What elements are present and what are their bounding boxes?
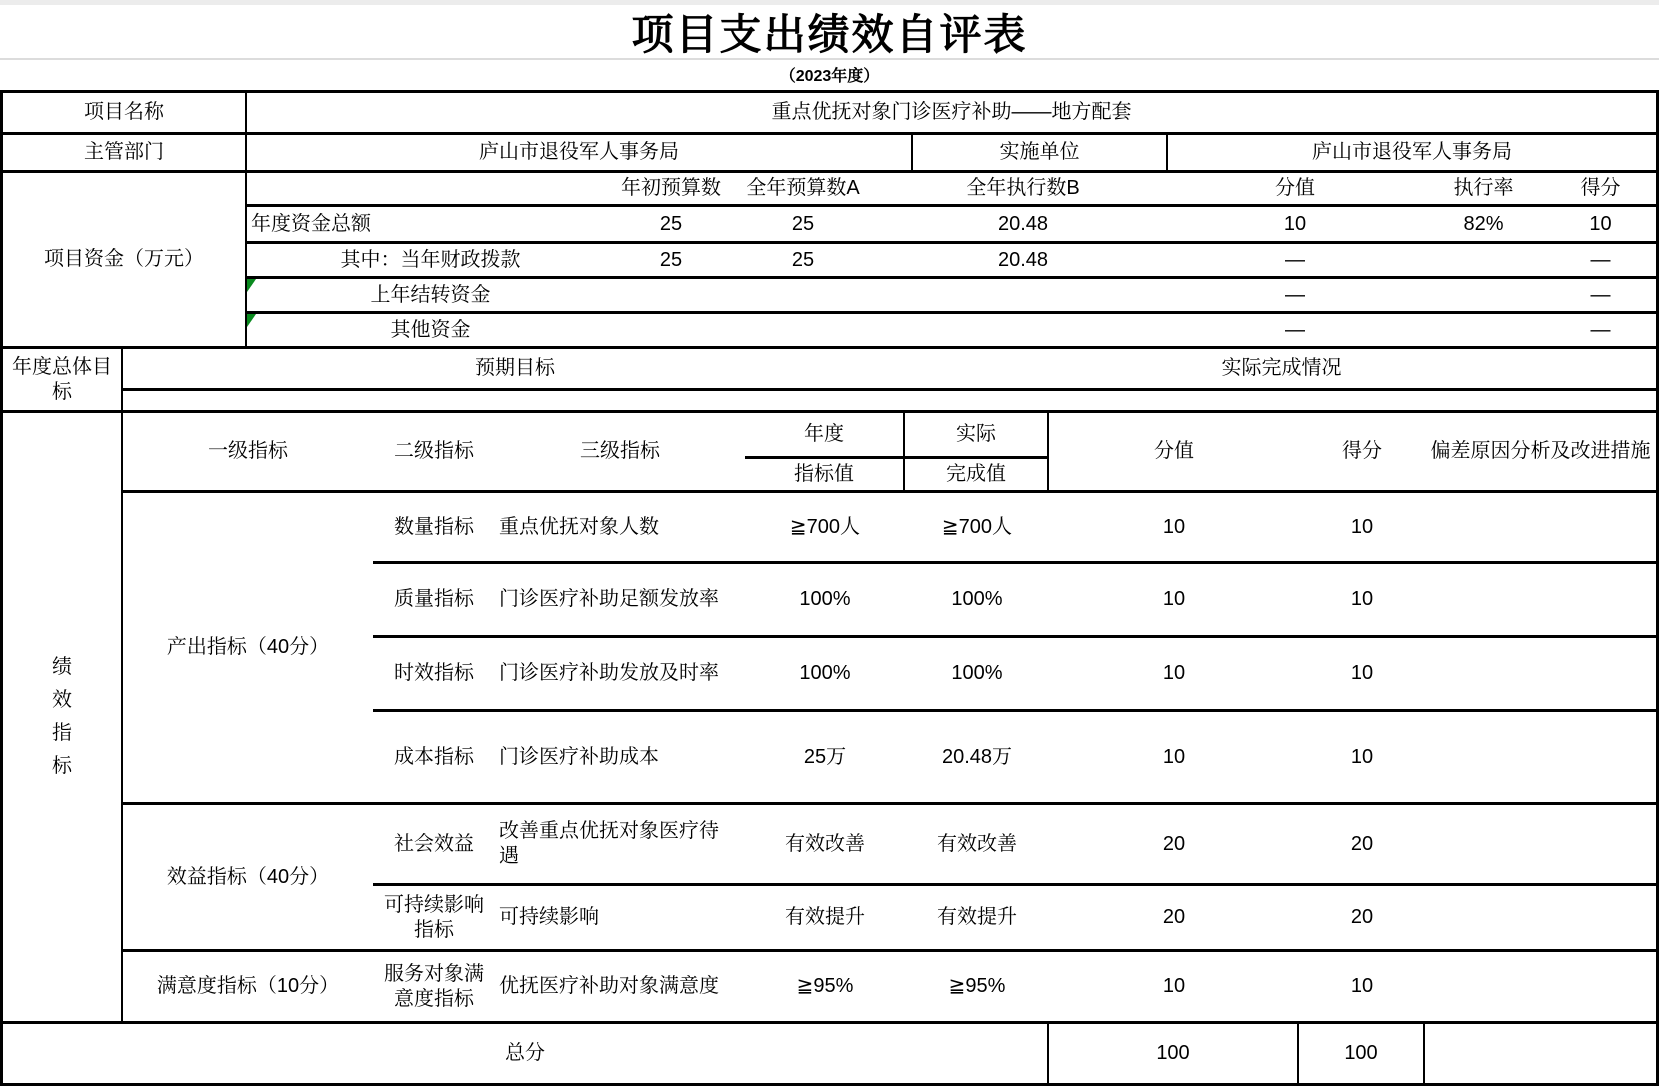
cell-points[interactable]: 10 bbox=[1162, 745, 1186, 768]
cell-actual[interactable]: 20.48万 bbox=[941, 745, 1013, 768]
evaluation-table bbox=[0, 90, 1659, 1086]
funds-header-points: 分值 bbox=[1275, 177, 1315, 199]
group-label: 效益指标（40分） bbox=[166, 865, 330, 888]
total-deviation[interactable] bbox=[1425, 1024, 1656, 1083]
goal-header-row bbox=[123, 349, 1656, 391]
funds-row-carryover bbox=[247, 279, 1656, 314]
indicator-row bbox=[373, 638, 1656, 712]
annual-goal-label: 年度总体目标 bbox=[3, 349, 123, 410]
project-name-value[interactable]: 重点优抚对象门诊医疗补助——地方配套 bbox=[771, 101, 1132, 123]
cell-actual[interactable]: 100% bbox=[951, 662, 1003, 684]
cell-executed[interactable]: 20.48 bbox=[997, 248, 1049, 271]
cell-annual[interactable]: 25 bbox=[791, 248, 815, 271]
cell-points[interactable]: — bbox=[1285, 318, 1305, 341]
cell-target[interactable]: 100% bbox=[799, 662, 851, 684]
cell-actual[interactable]: 有效改善 bbox=[937, 832, 1017, 855]
cell-level3[interactable]: 重点优抚对象人数 bbox=[499, 515, 659, 538]
header-annual-bottom: 指标值 bbox=[794, 463, 854, 485]
actual-completion-label: 实际完成情况 bbox=[1221, 357, 1342, 379]
header-level3: 三级指标 bbox=[580, 440, 660, 462]
cell-level3[interactable]: 改善重点优抚对象医疗待遇 bbox=[499, 820, 719, 867]
indicator-row bbox=[373, 564, 1656, 638]
funds-header-initial: 年初预算数 bbox=[621, 177, 721, 199]
funds-header-executed: 全年执行数B bbox=[966, 177, 1080, 199]
cell-executed[interactable] bbox=[878, 314, 1168, 346]
cell-level2[interactable]: 成本指标 bbox=[394, 745, 474, 768]
cell-score[interactable]: 10 bbox=[1589, 212, 1612, 235]
cell-level2[interactable]: 社会效益 bbox=[394, 832, 474, 855]
cell-level2[interactable]: 质量指标 bbox=[394, 588, 474, 610]
header-actual-bottom: 完成值 bbox=[946, 463, 1006, 485]
cell-points[interactable]: 10 bbox=[1162, 975, 1186, 997]
cell-score[interactable]: 10 bbox=[1350, 662, 1374, 684]
cell-score[interactable]: 10 bbox=[1350, 515, 1374, 538]
error-marker-icon bbox=[247, 279, 256, 292]
cell-rate[interactable] bbox=[1422, 314, 1545, 346]
cell-points[interactable]: 10 bbox=[1162, 588, 1186, 610]
cell-points[interactable]: — bbox=[1285, 248, 1305, 271]
group-satisfaction bbox=[123, 952, 1656, 1021]
dept-value[interactable]: 庐山市退役军人事务局 bbox=[247, 135, 913, 170]
performance-section-label: 绩效指标 bbox=[3, 413, 123, 1021]
cell-actual[interactable]: 100% bbox=[951, 588, 1003, 610]
cell-annual[interactable]: 25 bbox=[791, 212, 815, 235]
cell-executed[interactable] bbox=[878, 279, 1168, 311]
title-row bbox=[0, 5, 1659, 60]
performance-section bbox=[3, 413, 1656, 1024]
cell-level3[interactable]: 可持续影响 bbox=[499, 906, 599, 928]
header-level2: 二级指标 bbox=[394, 440, 474, 462]
cell-initial[interactable] bbox=[614, 279, 728, 311]
funds-row-label[interactable]: 其中：当年财政拨款 bbox=[340, 248, 521, 271]
funds-section-label: 项目资金（万元） bbox=[3, 173, 247, 346]
cell-initial[interactable]: 25 bbox=[659, 212, 683, 235]
cell-level2[interactable]: 可持续影响指标 bbox=[384, 893, 484, 941]
funds-row-label[interactable]: 其他资金 bbox=[247, 314, 614, 346]
header-points: 分值 bbox=[1154, 440, 1194, 462]
cell-initial[interactable] bbox=[614, 314, 728, 346]
group-label: 产出指标（40分） bbox=[166, 636, 330, 658]
cell-rate[interactable] bbox=[1422, 244, 1545, 276]
cell-points[interactable]: 20 bbox=[1162, 906, 1186, 928]
header-annual-top: 年度 bbox=[804, 423, 844, 445]
indicator-row bbox=[373, 493, 1656, 564]
cell-target[interactable]: 有效改善 bbox=[785, 832, 865, 855]
cell-annual[interactable] bbox=[728, 279, 878, 311]
funds-row-label[interactable]: 上年结转资金 bbox=[247, 279, 614, 311]
project-name-label: 项目名称 bbox=[3, 93, 247, 132]
cell-target[interactable]: 100% bbox=[799, 588, 851, 610]
funds-row-other bbox=[247, 314, 1656, 346]
funds-row-label[interactable]: 年度资金总额 bbox=[251, 212, 371, 235]
cell-score[interactable]: 20 bbox=[1350, 906, 1374, 928]
cell-level2[interactable]: 时效指标 bbox=[394, 662, 474, 684]
banner bbox=[0, 0, 1659, 90]
cell-score[interactable]: 20 bbox=[1350, 832, 1374, 855]
cell-score[interactable]: 10 bbox=[1350, 745, 1374, 768]
performance-grid bbox=[123, 413, 1656, 1021]
department-row bbox=[3, 135, 1656, 173]
cell-deviation[interactable] bbox=[1425, 805, 1656, 883]
cell-score[interactable]: — bbox=[1590, 283, 1611, 306]
cell-executed[interactable]: 20.48 bbox=[997, 212, 1049, 235]
error-marker-icon bbox=[247, 314, 256, 327]
indicator-row bbox=[373, 712, 1656, 802]
cell-rate[interactable] bbox=[1422, 279, 1545, 311]
cell-level3[interactable]: 门诊医疗补助足额发放率 bbox=[499, 588, 719, 610]
cell-target[interactable]: 25万 bbox=[803, 745, 847, 768]
cell-points[interactable]: 10 bbox=[1162, 515, 1186, 538]
funds-header-empty bbox=[247, 173, 614, 204]
project-name-row bbox=[3, 93, 1656, 135]
cell-annual[interactable] bbox=[728, 314, 878, 346]
cell-score[interactable]: 10 bbox=[1350, 588, 1374, 610]
funds-header-rate: 执行率 bbox=[1453, 177, 1514, 199]
cell-points[interactable]: 10 bbox=[1162, 662, 1186, 684]
cell-deviation[interactable] bbox=[1425, 712, 1656, 802]
cell-level3[interactable]: 门诊医疗补助发放及时率 bbox=[499, 662, 719, 684]
cell-points[interactable]: 10 bbox=[1283, 212, 1307, 235]
cell-deviation[interactable] bbox=[1425, 564, 1656, 635]
goal-content-row bbox=[123, 391, 1656, 410]
cell-target[interactable]: ≧95% bbox=[796, 975, 854, 997]
funds-header-score: 得分 bbox=[1580, 177, 1621, 199]
cell-level3[interactable]: 门诊医疗补助成本 bbox=[499, 745, 659, 768]
cell-score[interactable]: 10 bbox=[1350, 975, 1374, 997]
expected-goal-value[interactable] bbox=[123, 391, 907, 410]
cell-target[interactable]: ≧700人 bbox=[789, 515, 861, 538]
group-output bbox=[123, 493, 1656, 805]
funds-header-annual: 全年预算数A bbox=[746, 177, 860, 199]
header-actual-value bbox=[905, 413, 1049, 490]
funds-header-row bbox=[247, 173, 1656, 207]
cell-rate[interactable]: 82% bbox=[1463, 212, 1504, 235]
funds-section bbox=[3, 173, 1656, 349]
funds-row-fiscal bbox=[247, 244, 1656, 279]
header-score: 得分 bbox=[1342, 440, 1382, 462]
header-annual-target bbox=[745, 413, 905, 490]
group-benefit bbox=[123, 805, 1656, 952]
cell-actual[interactable]: ≧700人 bbox=[941, 515, 1013, 538]
indicator-row bbox=[373, 886, 1656, 949]
total-score[interactable]: 100 bbox=[1299, 1024, 1425, 1083]
dept-label: 主管部门 bbox=[3, 135, 247, 170]
expected-goal-label: 预期目标 bbox=[475, 357, 555, 379]
cell-points[interactable]: 20 bbox=[1162, 832, 1186, 855]
annual-goal-section bbox=[3, 349, 1656, 413]
annual-goal-grid bbox=[123, 349, 1656, 410]
total-points[interactable]: 100 bbox=[1049, 1024, 1299, 1083]
total-label: 总分 bbox=[3, 1024, 1049, 1083]
group-label: 满意度指标（10分） bbox=[156, 975, 340, 997]
total-row bbox=[3, 1024, 1656, 1083]
indicator-row bbox=[373, 805, 1656, 886]
cell-deviation[interactable] bbox=[1425, 638, 1656, 709]
performance-header-row bbox=[123, 413, 1656, 493]
cell-deviation[interactable] bbox=[1425, 952, 1656, 1021]
cell-level2[interactable]: 服务对象满意度指标 bbox=[384, 962, 484, 1010]
header-actual-top: 实际 bbox=[956, 423, 996, 445]
impl-unit-label: 实施单位 bbox=[913, 135, 1168, 170]
cell-target[interactable]: 有效提升 bbox=[785, 906, 865, 928]
cell-score[interactable]: — bbox=[1590, 318, 1611, 341]
funds-grid bbox=[247, 173, 1656, 346]
cell-deviation[interactable] bbox=[1425, 493, 1656, 561]
actual-completion-value[interactable] bbox=[907, 391, 1656, 410]
cell-level3[interactable]: 优抚医疗补助对象满意度 bbox=[499, 975, 719, 997]
page-title: 项目支出绩效自评表 bbox=[631, 10, 1028, 58]
impl-unit-value[interactable]: 庐山市退役军人事务局 bbox=[1312, 141, 1512, 163]
funds-row-total bbox=[247, 207, 1656, 244]
cell-level2[interactable]: 数量指标 bbox=[394, 515, 474, 538]
cell-actual[interactable]: ≧95% bbox=[948, 975, 1006, 997]
cell-initial[interactable]: 25 bbox=[659, 248, 683, 271]
cell-score[interactable]: — bbox=[1590, 248, 1611, 271]
header-deviation: 偏差原因分析及改进措施 bbox=[1430, 440, 1651, 462]
subtitle-row bbox=[0, 60, 1659, 88]
cell-points[interactable]: — bbox=[1285, 283, 1305, 306]
header-level1: 一级指标 bbox=[208, 440, 288, 462]
cell-actual[interactable]: 有效提升 bbox=[937, 906, 1017, 928]
page-subtitle: （2023年度） bbox=[779, 67, 880, 85]
cell-deviation[interactable] bbox=[1425, 886, 1656, 949]
